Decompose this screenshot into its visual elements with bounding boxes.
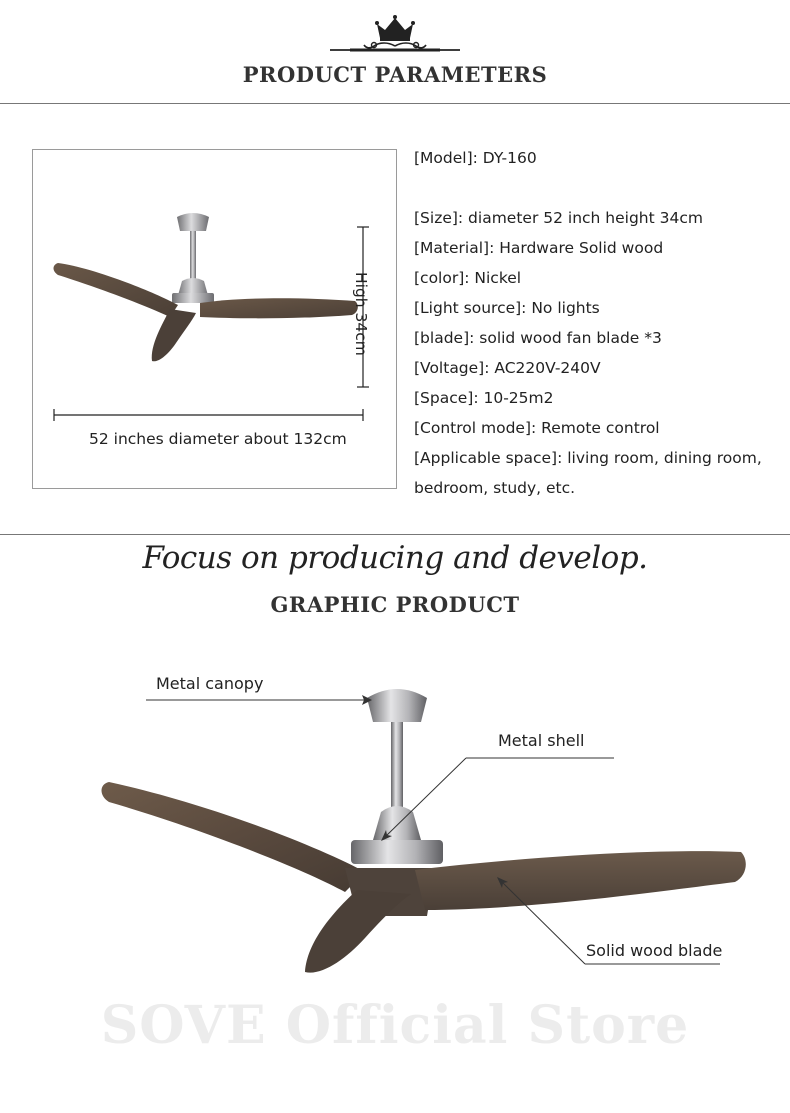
page-title: PRODUCT PARAMETERS — [242, 62, 548, 87]
script-tagline: Focus on producing and develop. — [142, 540, 648, 576]
crown-ornament-icon — [330, 12, 460, 54]
callout-metal-shell: Metal shell — [498, 731, 585, 750]
divider — [0, 534, 790, 535]
callout-solid-wood-blade: Solid wood blade — [586, 941, 723, 960]
param-applicable-space: [Applicable space]: living room, dining room, bedroom, study, etc. — [414, 449, 762, 497]
param-voltage: [Voltage]: AC220V-240V — [414, 359, 601, 377]
parameter-list — [414, 143, 774, 503]
param-space: [Space]: 10-25m2 — [414, 389, 554, 407]
fan-dimension-illustration — [50, 205, 370, 425]
param-control-mode: [Control mode]: Remote control — [414, 419, 660, 437]
param-color: [color]: Nickel — [414, 269, 522, 287]
height-label: High 34cm — [352, 272, 370, 356]
store-watermark: SOVE Official Store — [100, 995, 690, 1056]
param-size: [Size]: diameter 52 inch height 34cm — [414, 209, 703, 227]
diameter-dimension-line — [52, 407, 366, 423]
callout-lines — [0, 690, 790, 970]
param-model: [Model]: DY-160 — [414, 149, 537, 167]
param-blade: [blade]: solid wood fan blade *3 — [414, 329, 662, 347]
section-title: GRAPHIC PRODUCT — [270, 592, 520, 617]
diameter-label: 52 inches diameter about 132cm — [89, 430, 347, 448]
divider — [0, 103, 790, 104]
param-light-source: [Light source]: No lights — [414, 299, 600, 317]
callout-metal-canopy: Metal canopy — [156, 674, 264, 693]
param-material: [Material]: Hardware Solid wood — [414, 239, 664, 257]
